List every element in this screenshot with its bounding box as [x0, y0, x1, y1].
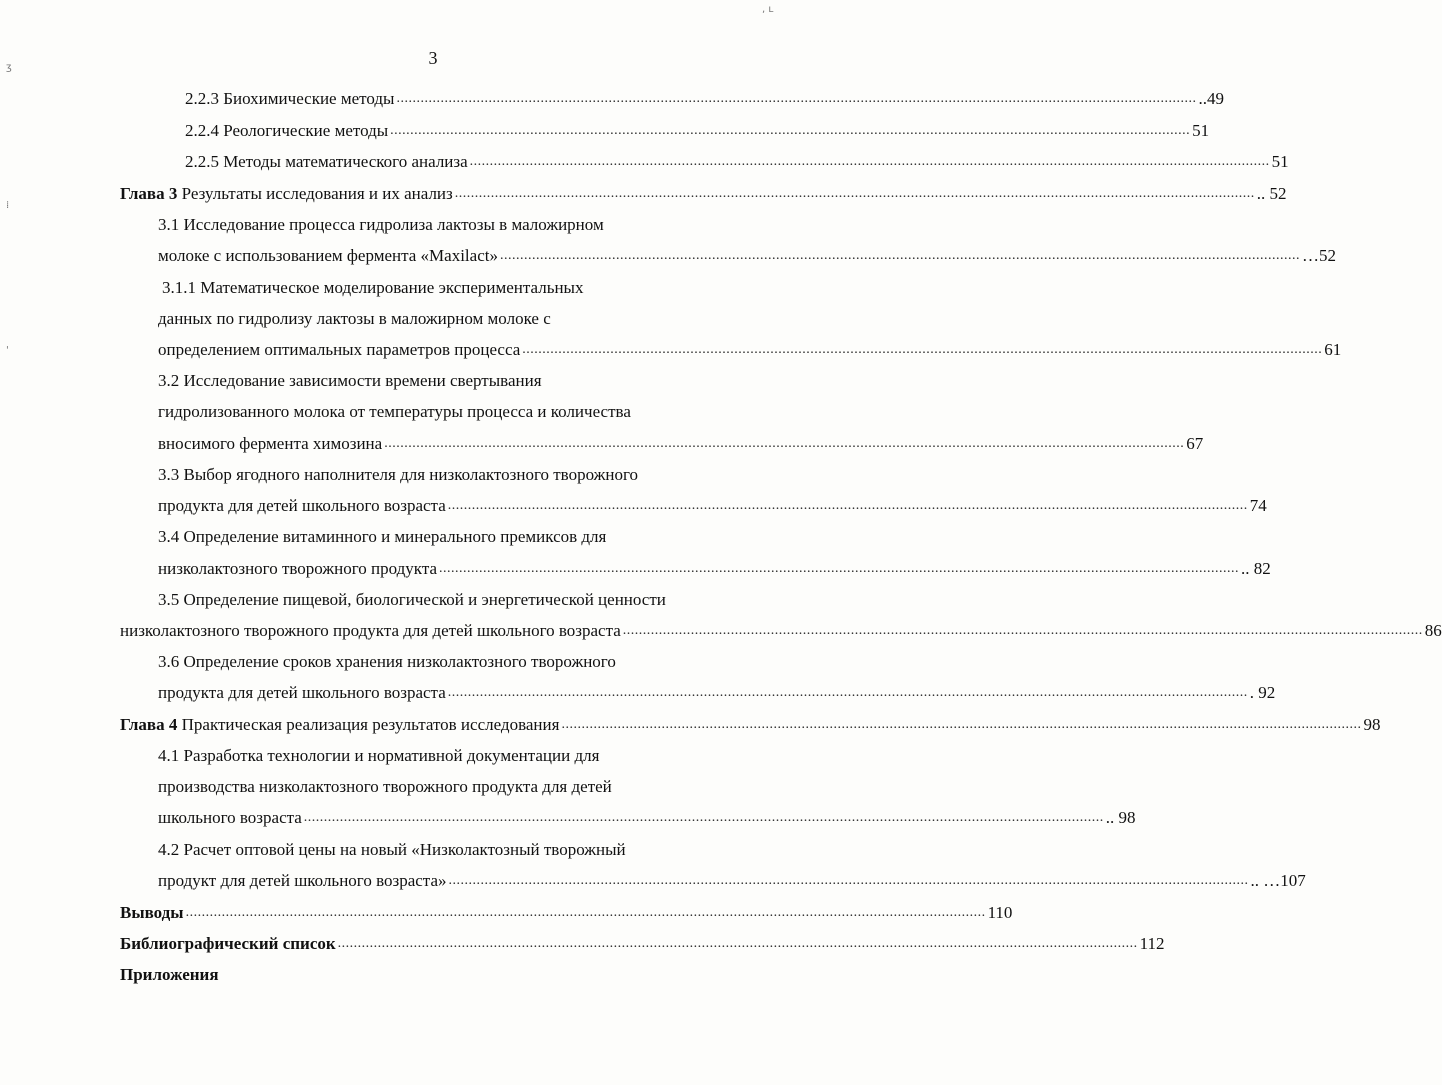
toc-entry — [158, 368, 542, 394]
toc-leader-dots: ........................................................................................................................................................................................................ — [439, 561, 1239, 576]
toc-entry — [158, 399, 631, 425]
page-number: 3 — [428, 48, 438, 68]
toc-entry-heading: Библиографический список — [120, 934, 336, 953]
toc-entry — [120, 962, 219, 988]
toc-leader-dots: ........................................................................................................................................................................................................ — [561, 717, 1362, 732]
toc-entry — [162, 275, 583, 301]
toc-entry-title: продукт для детей школьного возраста» — [158, 871, 447, 890]
toc-entry — [120, 181, 1287, 207]
toc-leader-dots: ........................................................................................................................................................................................................ — [447, 498, 1248, 513]
scan-mark: ⁞ — [6, 200, 10, 211]
toc-leader-dots: ........................................................................................................................................................................................................ — [448, 873, 1249, 888]
toc-entry-heading: Глава 4 — [120, 715, 178, 734]
toc-entry-title: гидролизованного молока от температуры процесса и количества — [158, 402, 631, 421]
scan-mark: , ʟ — [762, 4, 774, 15]
toc-entry-title: 4.2 Расчет оптовой цены на новый «Низколактозный творожный — [158, 840, 626, 859]
toc-entry — [158, 837, 626, 863]
toc-entry-title: 3.5 Определение пищевой, биологической и энергетической ценности — [158, 590, 666, 609]
toc-entry — [185, 86, 1224, 112]
toc-leader-dots: ........................................................................................................................................................................................................ — [185, 905, 986, 920]
toc-entry — [158, 680, 1276, 706]
toc-page-number: 112 — [1139, 934, 1165, 953]
toc-leader-dots: ........................................................................................................................................................................................................ — [622, 623, 1423, 638]
toc-leader-dots: ........................................................................................................................................................................................................ — [384, 436, 1185, 451]
toc-entry — [120, 900, 1013, 926]
toc-entry-title: производства низколактозного творожного продукта для детей — [158, 777, 612, 796]
toc-entry — [158, 243, 1336, 269]
toc-entry-title — [120, 931, 336, 957]
toc-entry-title: продукта для детей школьного возраста — [158, 496, 446, 515]
toc-page-number: 67 — [1186, 434, 1204, 453]
toc-entry-title: 3.4 Определение витаминного и минерального премиксов для — [158, 527, 607, 546]
toc-page-number: …52 — [1301, 246, 1336, 265]
toc-entry-title: молоке с использованием фермента «Maxilact» — [158, 246, 498, 265]
toc-entry — [158, 337, 1342, 363]
toc-entry — [158, 431, 1204, 457]
toc-entry-title: 3.1 Исследование процесса гидролиза лактозы в маложирном — [158, 215, 604, 234]
toc-entry-title: низколактозного творожного продукта для детей школьного возраста — [120, 621, 621, 640]
toc-entry-title: 2.2.3 Биохимические методы — [185, 89, 395, 108]
toc-entry — [185, 149, 1289, 175]
toc-entry-title: 3.3 Выбор ягодного наполнителя для низколактозного творожного — [158, 465, 639, 484]
scan-mark: ' — [6, 345, 9, 356]
toc-leader-dots: ........................................................................................................................................................................................................ — [303, 810, 1104, 825]
toc-leader-dots: ........................................................................................................................................................................................................ — [396, 91, 1197, 106]
toc-entry-title: 4.1 Разработка технологии и нормативной документации для — [158, 746, 600, 765]
toc-page-number: .. 98 — [1105, 808, 1136, 827]
toc-entry-title: школьного возраста — [158, 808, 302, 827]
toc-entry — [158, 212, 604, 238]
toc-entry — [158, 493, 1267, 519]
toc-entry-title — [120, 962, 219, 988]
toc-entry-title: продукта для детей школьного возраста — [158, 683, 446, 702]
toc-entry — [158, 649, 616, 675]
toc-page-number: 51 — [1271, 152, 1289, 171]
toc-leader-dots: ........................................................................................................................................................................................................ — [499, 248, 1300, 263]
toc-leader-dots: ........................................................................................................................................................................................................ — [454, 186, 1255, 201]
toc-entry-heading: Приложения — [120, 965, 219, 984]
toc-page-number: .. 52 — [1256, 184, 1287, 203]
toc-page-number: .. …107 — [1250, 871, 1306, 890]
toc-entry-title: 2.2.4 Реологические методы — [185, 121, 389, 140]
toc-entry — [185, 118, 1210, 144]
toc-page-number: 86 — [1424, 621, 1442, 640]
toc-entry — [158, 306, 551, 332]
toc-entry — [158, 587, 666, 613]
toc-leader-dots: ........................................................................................................................................................................................................ — [522, 342, 1323, 357]
toc-entry — [158, 556, 1271, 582]
toc-entry — [120, 618, 1442, 644]
toc-entry — [158, 805, 1136, 831]
toc-leader-dots: ........................................................................................................................................................................................................ — [469, 154, 1270, 169]
toc-page-number: 110 — [987, 903, 1013, 922]
toc-entry — [158, 524, 606, 550]
toc-page-number: 61 — [1324, 340, 1342, 359]
toc-entry-title: 3.6 Определение сроков хранения низколактозного творожного — [158, 652, 616, 671]
toc-entry-title: Глава 3 Результаты исследования и их анализ — [120, 184, 453, 203]
toc-entry — [158, 868, 1306, 894]
toc-entry-title: определением оптимальных параметров процесса — [158, 340, 521, 359]
toc-entry-title: 3.1.1 Математическое моделирование экспериментальных — [162, 278, 584, 297]
toc-leader-dots: ........................................................................................................................................................................................................ — [390, 123, 1191, 138]
toc-leader-dots: ........................................................................................................................................................................................................ — [337, 936, 1138, 951]
toc-page-number: 74 — [1249, 496, 1267, 515]
toc-entry-title — [120, 900, 184, 926]
toc-page-number: 98 — [1363, 715, 1381, 734]
toc-page-number: .. 82 — [1241, 559, 1271, 578]
toc-page-number: . 92 — [1249, 683, 1276, 702]
toc-entry-title: данных по гидролизу лактозы в маложирном молоке с — [158, 309, 551, 328]
toc-entry — [120, 931, 1165, 957]
toc-entry-heading: Выводы — [120, 903, 184, 922]
toc-entry-title: вносимого фермента химозина — [158, 434, 383, 453]
toc-page-number: ..49 — [1198, 89, 1224, 108]
toc-leader-dots: ........................................................................................................................................................................................................ — [447, 685, 1248, 700]
toc-entry — [158, 743, 599, 769]
toc-page-number: 51 — [1192, 121, 1210, 140]
toc-entry-heading: Глава 3 — [120, 184, 178, 203]
scan-mark: ʒ — [6, 62, 12, 73]
toc-entry — [120, 712, 1381, 738]
toc-entry-title: низколактозного творожного продукта — [158, 559, 437, 578]
toc-entry — [158, 462, 638, 488]
toc-entry-title: 2.2.5 Методы математического анализа — [185, 152, 468, 171]
toc-entry — [158, 774, 612, 800]
toc-entry-title: Глава 4 Практическая реализация результатов исследования — [120, 715, 560, 734]
toc-entry-title: 3.2 Исследование зависимости времени свертывания — [158, 371, 542, 390]
